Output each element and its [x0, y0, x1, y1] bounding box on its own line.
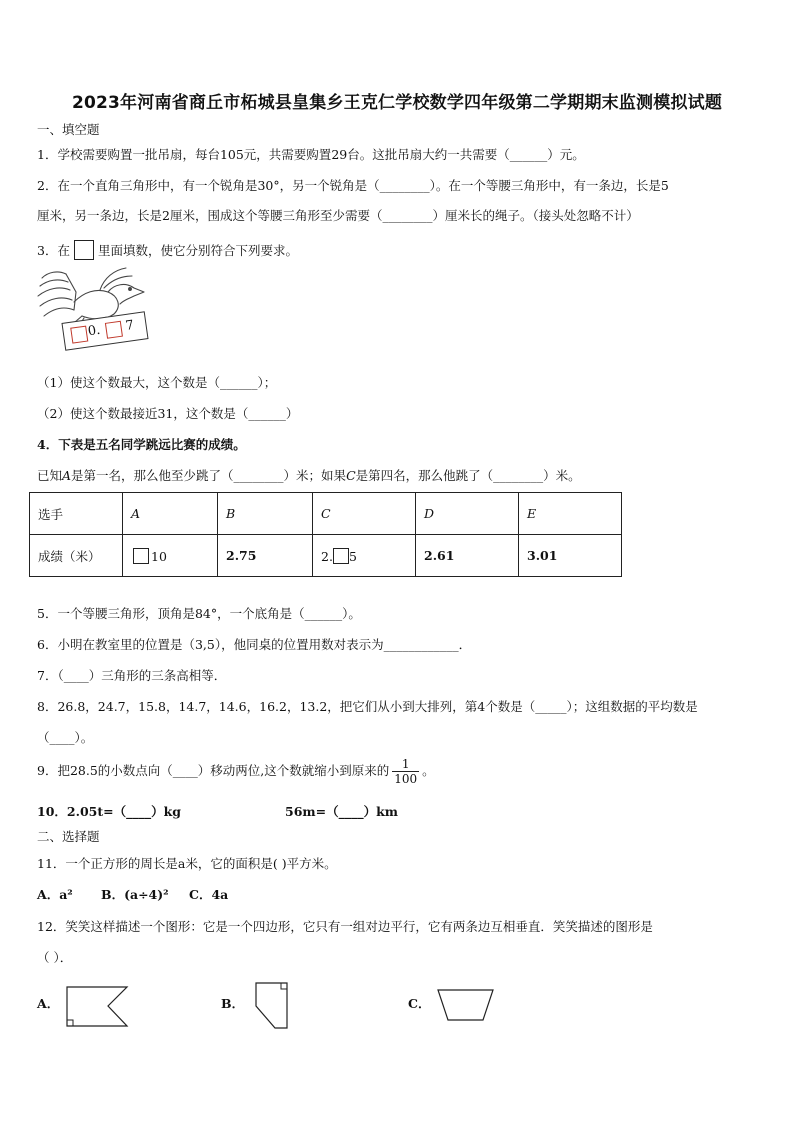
fraction-denominator: 100: [394, 772, 418, 786]
q11-option-a: A．a²: [37, 887, 73, 902]
section-multiple-choice: 二、选择题: [37, 829, 100, 844]
question-12-line1: 12．笑笑这样描述一个图形：它是一个四边形，它只有一组对边平行，它有两条边互相垂直．笑笑描述的图形是: [37, 919, 653, 934]
table-cell-d: 2.61: [416, 535, 519, 577]
page-title: 2023年河南省商丘市柘城县皇集乡王克仁学校数学四年级第二学期期末监测模拟试题: [71, 93, 723, 113]
table-cell-a: [123, 535, 218, 577]
question-6: 6．小明在教室里的位置是（3,5），他同桌的位置用数对表示为____________．: [37, 637, 472, 652]
question-4: 4．下表是五名同学跳远比赛的成绩。: [37, 437, 246, 452]
card-blank-box-icon: [105, 321, 123, 339]
blank-box-icon: [133, 548, 149, 564]
blank-box-icon: [333, 548, 349, 564]
table-header-cell: D: [416, 493, 519, 535]
question-3: [37, 240, 298, 260]
q3-suffix: 里面填数，使它分别符合下列要求。: [97, 243, 298, 258]
table-header-cell: A: [123, 493, 218, 535]
q12-option-b: B．: [221, 996, 245, 1011]
var-c: C: [346, 468, 356, 483]
table-cell-e: 3.01: [519, 535, 622, 577]
table-row-label: 成绩（米）: [30, 535, 123, 577]
question-3-sub2: （2）使这个数最接近31，这个数是（______）: [37, 406, 299, 421]
cell-c-prefix: 2.: [321, 548, 333, 564]
shape-a-icon: [64, 984, 132, 1030]
question-11: 11．一个正方形的周长是a米，它的面积是( )平方米。: [37, 856, 337, 871]
question-9: [37, 757, 435, 786]
fraction-numerator: 1: [392, 757, 419, 772]
question-10b: 56m=（____）km: [285, 804, 398, 819]
cell-c-suffix: 5: [348, 548, 357, 564]
question-8-line2: （____）。: [37, 730, 94, 745]
table-row: [30, 493, 622, 535]
question-7: 7．（____）三角形的三条高相等．: [37, 668, 227, 683]
table-header-cell: E: [519, 493, 622, 535]
card-blank-box-icon: [70, 326, 88, 344]
q9-text: 9．把28.5的小数点向（____）移动两位,这个数就缩小到原来的: [37, 763, 390, 778]
cell-a-text: 10: [151, 548, 167, 564]
table-header-cell: C: [313, 493, 416, 535]
question-1: 1．学校需要购置一批吊扇，每台105元，共需要购置29台。这批吊扇大约一共需要（______）元。: [37, 147, 585, 162]
table-cell-b: 2.75: [218, 535, 313, 577]
scores-table: [29, 492, 622, 577]
question-12-line2: （ ）．: [37, 950, 73, 965]
question-4-given: [37, 468, 581, 484]
q12-option-a: A．: [37, 996, 60, 1011]
q11-option-c: C．4a: [189, 887, 229, 902]
table-header-cell: B: [218, 493, 313, 535]
fraction: [392, 757, 419, 786]
question-10a: 10．2.05t=（____）kg: [37, 804, 181, 819]
section-fill-in: 一、填空题: [37, 122, 100, 137]
question-2-line2: 厘米，另一条边，长是2厘米，围成这个等腰三角形至少需要（________）厘米长的绳子。（接头处忽略不计）: [37, 208, 639, 223]
q12-option-c: C．: [408, 996, 431, 1011]
table-row: [30, 535, 622, 577]
q11-option-b: B．(a÷4)²: [101, 887, 169, 902]
blank-box-icon: [74, 240, 94, 260]
question-8-line1: 8．26.8，24.7，15.8，14.7，14.6，16.2，13.2，把它们从小到大排列，第4个数是（_____）；这组数据的平均数是: [37, 699, 698, 714]
q4-given-b: 是第一名，那么他至少跳了（________）米；如果: [71, 468, 347, 483]
shape-b-icon: [253, 980, 293, 1032]
card-digit: 7: [124, 318, 135, 335]
question-3-sub1: （1）使这个数最大，这个数是（______）；: [37, 375, 277, 390]
q9-end: 。: [422, 763, 435, 778]
q4-given-c: 是第四名，那么他跳了（________）米。: [355, 468, 581, 483]
table-cell-c: [313, 535, 416, 577]
q3-prefix: 3．在: [37, 243, 70, 258]
question-5: 5．一个等腰三角形，顶角是84°，一个底角是（______）。: [37, 606, 361, 621]
q4-given-a: 已知: [37, 468, 63, 483]
var-a: A: [62, 468, 72, 483]
table-header-cell: 选手: [30, 493, 123, 535]
question-2-line1: 2．在一个直角三角形中，有一个锐角是30°，另一个锐角是（________）。在一个等腰三角形中，有一条边，长是5: [37, 178, 669, 193]
card-decimal-text: 0.: [86, 322, 102, 340]
shape-c-icon: [436, 987, 496, 1023]
